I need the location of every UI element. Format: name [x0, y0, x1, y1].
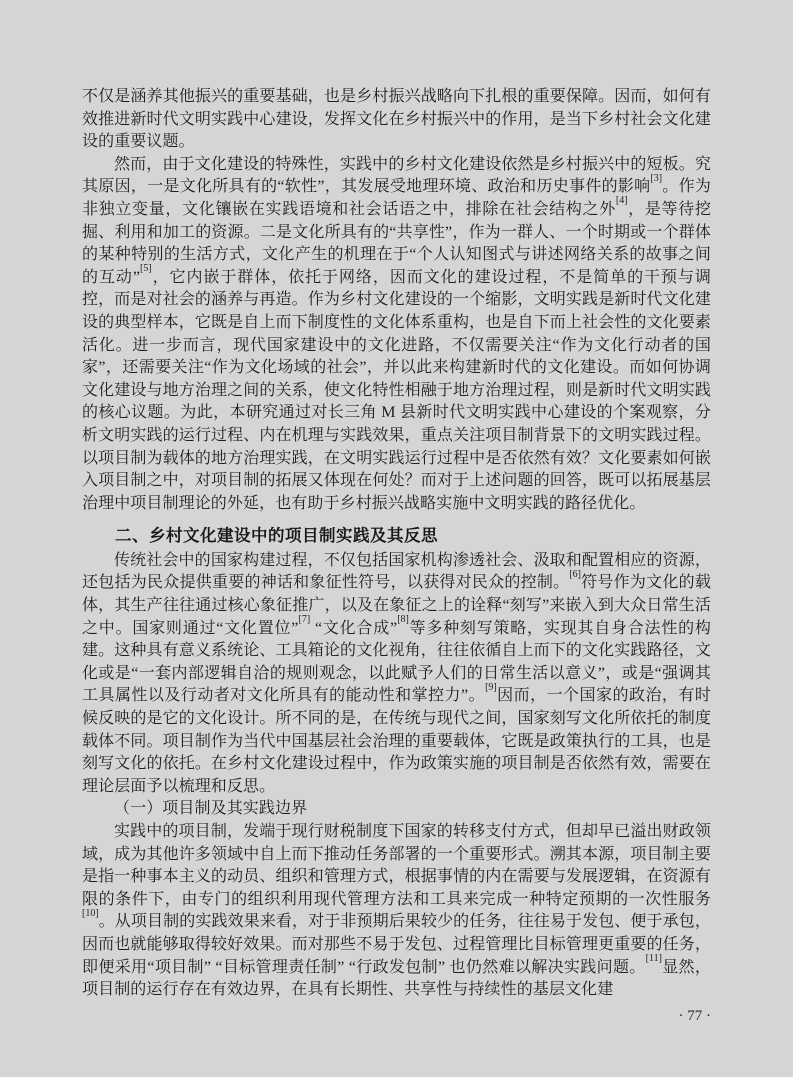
section-heading: 二、乡村文化建设中的项目制实践及其反思: [115, 526, 438, 546]
footnote-ref: [9]: [485, 681, 497, 693]
footnote-ref: [7]: [298, 613, 311, 625]
footnote-ref: [4]: [615, 195, 628, 207]
page-number: · 77 ·: [678, 1007, 711, 1024]
paragraph: 不仅是涵养其他振兴的重要基础，也是乡村振兴战略向下扎根的重要保障。因而，如何有效推进新时代文明实践中心建设，发挥文化在乡村振兴中的作用，是当下乡村社会文化建设的重要议题。: [82, 88, 711, 151]
paragraph: 实践中的项目制，发端于现行财税制度下国家的转移支付方式，但却早已溢出财政领域，成为其他许多领域中自上而下推动任务部署的一个重要形式。溯其本源，项目制主要是指一种事本主义的动员、组织和管理方式，根据事情的内在需要与发展逻辑，在资源有限的条件下，由专门的组织利用现代管理方法和工具来完成一种特定预期的一次性服务[10]。从项目制的实践效果来看，对于非预期后果较少的任务，往往易于发包、便于承包，因而也就能够取得较好效果。而对那些不易于发包、过程管理比目标管理更重要的任务，即便采用“项目制” “目标管理责任制” “行政发包制” 也仍然难以解决实践问题。[11]显然，项目制的运行存在有效边界，在具有长期性、共享性与持续性的基层文化建: [82, 823, 711, 999]
footnote-ref: [10]: [82, 907, 99, 919]
footnote-ref: [8]: [397, 613, 409, 625]
footnote-ref: [11]: [645, 952, 662, 964]
footnote-ref: [3]: [650, 172, 663, 184]
subsection-heading: （一）项目制及其实践边界: [114, 800, 308, 818]
paragraph: 然而，由于文化建设的特殊性，实践中的乡村文化建设依然是乡村振兴中的短板。究其原因，一是文化所具有的“软性”，其发展受地理环境、政治和历史事件的影响[3]。作为非独立变量，文化镶嵌在实践语境和社会话语之中，排除在社会结构之外[4]，是等待挖掘、利用和加工的资源。二是文化所具有的“共享性”，作为一群人、一个时期或一个群体的某种特别的生活方式，文化产生的机理在于“个人认知图式与讲述网络关系的故事之间的互动”[5]，它内嵌于群体，依托于网络，因而文化的建设过程，不是简单的干预与调控，而是对社会的涵养与再造。作为乡村文化建设的一个缩影，文明实践是新时代文化建设的典型样本，它既是自上而下制度性的文化体系重构，也是自下而上社会性的文化要素活化。进一步而言，现代国家建设中的文化进路，不仅需要关注“作为文化行动者的国家”，还需要关注“作为文化场域的社会”，并以此来构建新时代的文化建设。而如何协调文化建设与地方治理之间的关系，使文化特性相融于地方治理过程，则是新时代文明实践的核心议题。为此，本研究通过对长三角 M 县新时代文明实践中心建设的个案观察，分析文明实践的运行过程、内在机理与实践效果，重点关注项目制背景下的文明实践过程。以项目制为载体的地方治理实践，在文明实践运行过程中是否依然有效？文化要素如何嵌入项目制之中，对项目制的拓展又体现在何处？而对于上述问题的回答，既可以拓展基层治理中项目制理论的外延，也有助于乡村振兴战略实施中文明实践的路径优化。: [82, 155, 711, 512]
footnote-ref: [6]: [569, 568, 582, 580]
article: [82, 86, 711, 1026]
paragraph: 传统社会中的国家构建过程，不仅包括国家机构渗透社会、汲取和配置相应的资源，还包括为民众提供重要的神话和象征性符号，以获得对民众的控制。[6]符号作为文化的载体，其生产往往通过核心象征推广，以及在象征之上的诠释“刻写”来嵌入到大众日常生活之中。国家则通过“文化置位”[7] “文化合成”[8]等多种刻写策略，实现其自身合法性的构建。这种具有意义系统论、工具箱论的文化视角，往往依循自上而下的文化实践路径，文化或是“一套内部逻辑自洽的规则观念，以此赋予人们的日常生活以意义”，或是“强调其工具属性以及行动者对文化所具有的能动性和掌控力”。[9]因而，一个国家的政治，有时候反映的是它的文化设计。所不同的是，在传统与现代之间，国家刻写文化所依托的制度载体不同。项目制作为当代中国基层社会治理的重要载体，它既是政策执行的工具，也是刻写文化的依托。在乡村文化建设过程中，作为政策实施的项目制是否依然有效，需要在理论层面予以梳理和反思。: [82, 551, 711, 795]
footnote-ref: [5]: [140, 262, 152, 274]
